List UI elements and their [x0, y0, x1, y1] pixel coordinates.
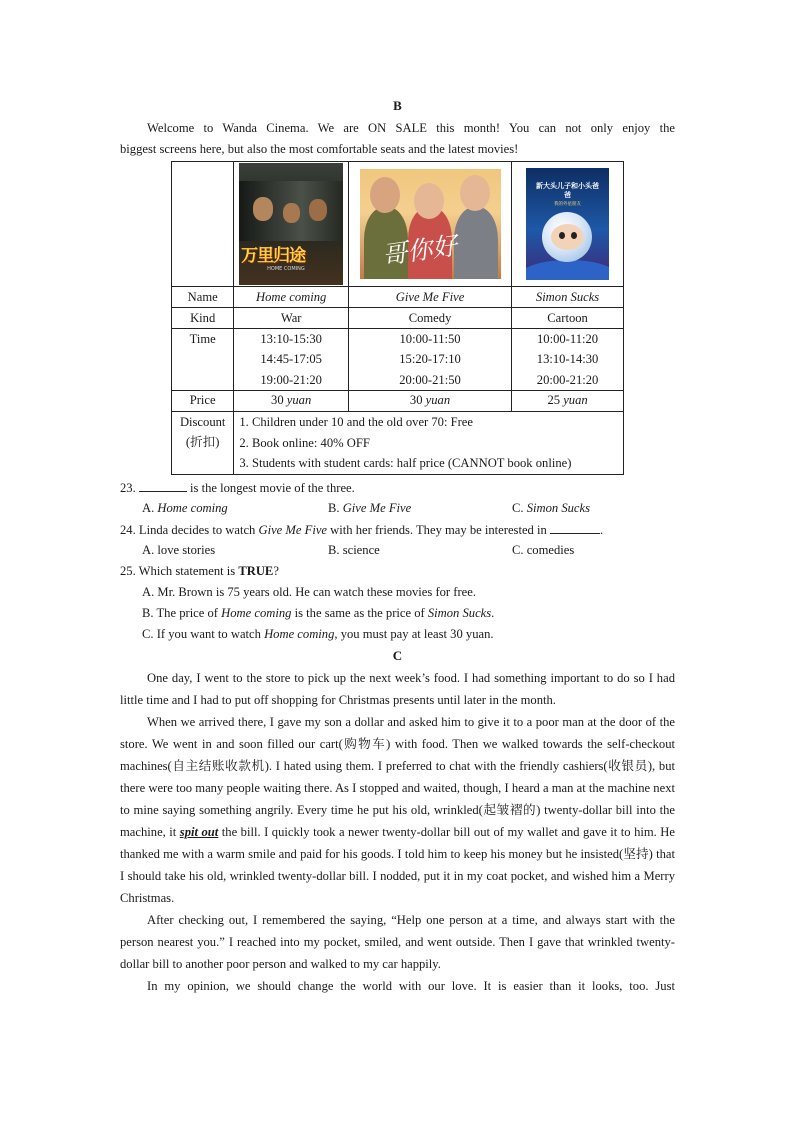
discount-rule: 3. Students with student cards: half price (CANNOT book online) [239, 456, 572, 471]
movie-table [171, 161, 624, 475]
poster-give-me-five-title: 哥你好 [380, 230, 459, 271]
worksheet-page [120, 95, 675, 993]
movie-price: 30 yuan [348, 390, 511, 411]
passage-paragraph: One day, I went to the store to pick up the next week’s food. I had something important to do so I had little time and I had to put off shopping for Christmas presents until later in the month. [120, 671, 675, 707]
passage-paragraph: In my opinion, we should change the world with our love. It is easier than it looks, too. Just [147, 979, 675, 993]
option-a: A. Home coming [142, 501, 228, 515]
option-a: A. love stories [142, 543, 216, 557]
question-24-options [120, 540, 675, 561]
question-24: 24. Linda decides to watch Give Me Five with her friends. They may be interested in . [120, 519, 675, 540]
poster-simon-sucks-subtitle: 我的外星朋友 [554, 202, 582, 207]
showtime: 20:00-21:20 [536, 372, 599, 387]
movie-kind: Cartoon [512, 308, 624, 329]
price-label: Price [172, 390, 234, 411]
movie-price: 25 yuan [512, 390, 624, 411]
movie-times [234, 329, 349, 391]
showtime: 19:00-21:20 [260, 372, 322, 387]
discount-rule: 2. Book online: 40% OFF [239, 435, 370, 450]
section-c-heading: C [392, 648, 403, 663]
showtime: 20:00-21:50 [399, 372, 461, 387]
name-label: Name [172, 287, 234, 308]
discount-rules [234, 411, 624, 474]
discount-label: Discount (折扣) [172, 411, 234, 474]
showtime: 13:10-15:30 [260, 332, 322, 346]
movie-name: Give Me Five [348, 287, 511, 308]
poster-home-coming [239, 163, 343, 285]
movie-price: 30 yuan [234, 390, 349, 411]
passage-paragraph: After checking out, I remembered the saying, “Help one person at a time, and always start with the person nearest you.” I reached into my pocket, smiled, and went outside. Then I gave that wrinkled twenty-dollar bill to another poor person and walked to my car happily. [120, 913, 675, 971]
movie-name: Home coming [234, 287, 349, 308]
poster-home-coming-subtitle: HOME COMING [267, 266, 305, 272]
showtime: 15:20-17:10 [399, 352, 461, 367]
section-c [120, 645, 675, 997]
option-b: B. Give Me Five [328, 501, 412, 515]
discount-rule: 1. Children under 10 and the old over 70: Free [239, 415, 473, 430]
showtime: 10:00-11:50 [399, 332, 461, 346]
movie-kind: Comedy [348, 308, 511, 329]
option-b: B. science [328, 543, 380, 557]
option-c: C. comedies [512, 543, 575, 557]
answer-blank [550, 519, 600, 534]
question-25-option-b: B. The price of Home coming is the same as the price of Simon Sucks. [142, 606, 495, 620]
option-c: C. Simon Sucks [512, 501, 591, 515]
intro-line-1: Welcome to Wanda Cinema. We are ON SALE this month! You can not only enjoy the [147, 121, 675, 135]
showtime: 13:10-14:30 [536, 352, 599, 367]
movie-times [348, 329, 511, 391]
poster-simon-sucks [526, 168, 609, 280]
movie-times [512, 329, 624, 391]
poster-simon-sucks-title: 新大头儿子和小头爸爸 [536, 182, 600, 199]
intro-line-2: biggest screens here, but also the most comfortable seats and the latest movies! [120, 142, 519, 156]
answer-blank [139, 477, 187, 492]
showtime: 10:00-11:20 [537, 332, 599, 346]
question-25-option-a: A. Mr. Brown is 75 years old. He can watch these movies for free. [142, 585, 476, 599]
movie-kind: War [234, 308, 349, 329]
passage-paragraph: When we arrived there, I gave my son a dollar and asked him to give it to a poor man at the door of the store. We went in and soon filled our cart(购物车) with food. Then we walked towards the self-checkout machines(自主结账收款机). I hated using them. I preferred to chat with the friendly cashiers(收银员), but there were too many people waiting there. As I stopped and waited, though, I heard a man at the machine next to mine saying something angrily. Every time he put his old, wrinkled(起皱褶的) twenty-dollar bill into the machine, it spit out the bill. I quickly took a newer twenty-dollar bill out of my wallet and gave it to him. He thanked me with a warm smile and paid for his goods. I told him to keep his money but he insisted(坚持) that I should take his old, wrinkled twenty-dollar bill. I nodded, put it in my coat pocket, and wished him a Merry Christmas. [120, 715, 675, 905]
question-23: 23. is the longest movie of the three. [120, 477, 675, 498]
question-23-options [120, 498, 675, 519]
section-b-heading: B [393, 98, 402, 113]
poster-home-coming-title: 万里归途 [241, 246, 306, 266]
question-25-option-c: C. If you want to watch Home coming, you must pay at least 30 yuan. [142, 627, 494, 641]
question-25: 25. Which statement is TRUE? [120, 564, 279, 578]
key-phrase: spit out [179, 825, 219, 839]
empty-corner-cell [172, 162, 234, 287]
kind-label: Kind [172, 308, 234, 329]
movie-name: Simon Sucks [512, 287, 624, 308]
time-label: Time [172, 329, 234, 391]
poster-give-me-five [360, 169, 501, 279]
showtime: 14:45-17:05 [260, 352, 322, 367]
